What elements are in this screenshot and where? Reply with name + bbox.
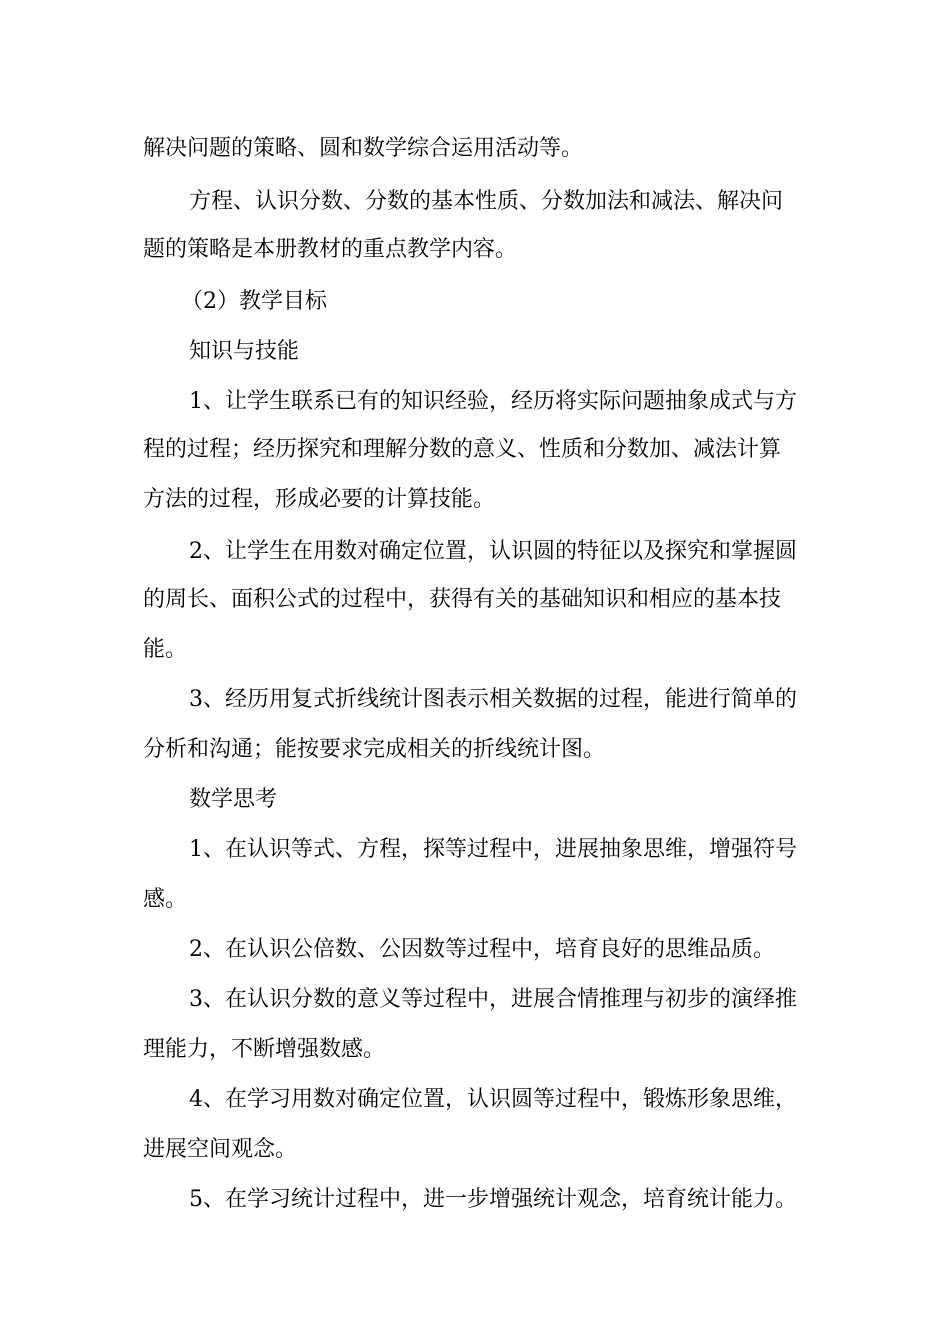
paragraph-line: 1、让学生联系已有的知识经验，经历将实际问题抽象成式与方 (189, 389, 797, 414)
subsection-heading: 知识与技能 (189, 339, 300, 364)
text-line: 的周长、面积公式的过程中，获得有关的基础知识和相应的基本技 (143, 587, 782, 612)
paragraph-line: 3、在认识分数的意义等过程中，进展合情推理与初步的演绎推 (189, 987, 797, 1012)
text-line: 解决问题的策略、圆和数学综合运用活动等。 (143, 136, 584, 161)
text-line: 方法的过程，形成必要的计算技能。 (143, 487, 496, 512)
text-line: 分析和沟通；能按要求完成相关的折线统计图。 (143, 737, 606, 762)
text-line: 进展空间观念。 (143, 1137, 298, 1162)
text-line: 程的过程；经历探究和理解分数的意义、性质和分数加、减法计算 (143, 437, 782, 462)
paragraph-line: 3、经历用复式折线统计图表示相关数据的过程，能进行简单的 (189, 687, 797, 712)
paragraph-line: 2、在认识公倍数、公因数等过程中，培育良好的思维品质。 (189, 937, 775, 962)
text-line: 感。 (143, 887, 188, 912)
paragraph-line: 2、让学生在用数对确定位置，认识圆的特征以及探究和掌握圆 (189, 539, 797, 564)
text-line: 理能力，不断增强数感。 (143, 1037, 386, 1062)
subsection-heading: 数学思考 (189, 787, 278, 812)
section-heading: （2）教学目标 (181, 289, 327, 314)
text-line: 题的策略是本册教材的重点教学内容。 (143, 237, 518, 262)
paragraph-line: 5、在学习统计过程中，进一步增强统计观念，培育统计能力。 (189, 1187, 797, 1212)
paragraph-line: 1、在认识等式、方程，探等过程中，进展抽象思维，增强符号 (189, 837, 797, 862)
text-line: 能。 (143, 637, 188, 662)
paragraph-line: 方程、认识分数、分数的基本性质、分数加法和减法、解决问 (189, 189, 784, 214)
paragraph-line: 4、在学习用数对确定位置，认识圆等过程中，锻炼形象思维， (189, 1087, 797, 1112)
